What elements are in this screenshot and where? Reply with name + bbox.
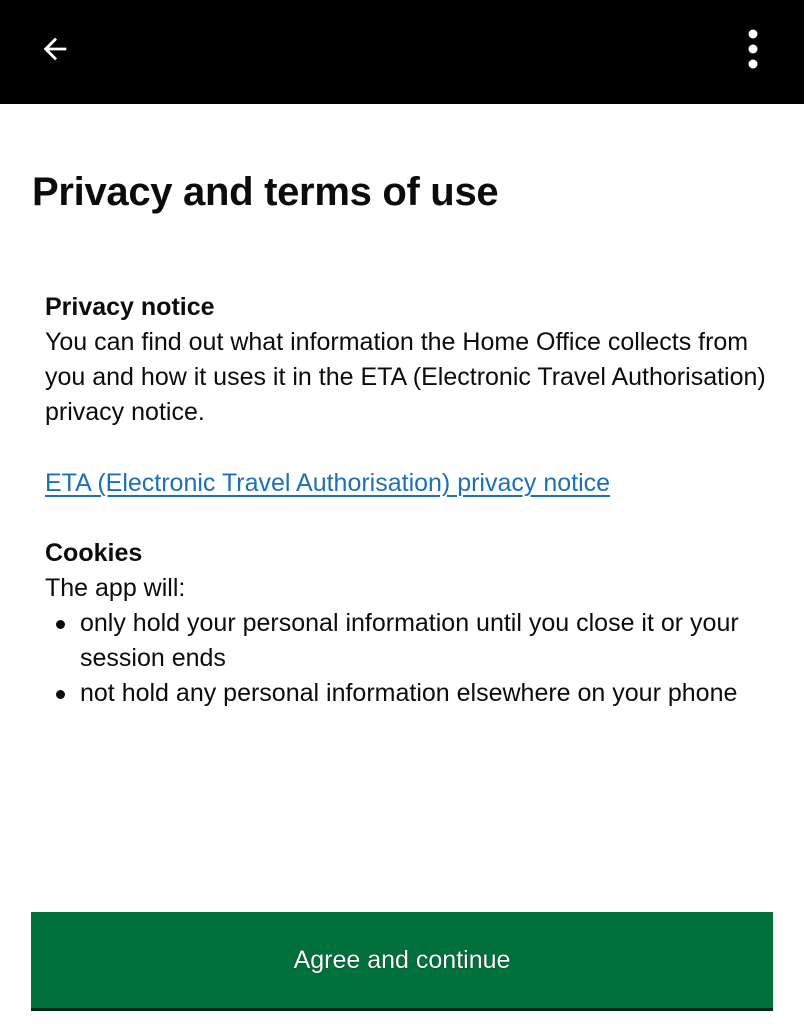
bullet-icon [56, 620, 65, 629]
main-content [45, 290, 775, 711]
cookies-list [45, 606, 775, 711]
privacy-notice-section [45, 290, 775, 501]
back-button[interactable] [26, 20, 84, 78]
bullet-icon [56, 690, 65, 699]
list-item [45, 606, 775, 676]
more-options-button[interactable] [728, 20, 778, 78]
page-title: Privacy and terms of use [32, 170, 499, 214]
cookies-section [45, 536, 775, 711]
privacy-notice-heading: Privacy notice [45, 293, 215, 321]
list-item-text: only hold your personal information until you close it or your session ends [80, 609, 739, 672]
privacy-notice-link[interactable]: ETA (Electronic Travel Authorisation) privacy notice [45, 469, 611, 497]
cookies-heading: Cookies [45, 539, 143, 567]
app-bar [0, 0, 804, 104]
more-vertical-icon [746, 28, 760, 70]
privacy-notice-body: You can find out what information the Home Office collects from you and how it uses it in the ETA (Electronic Travel Authorisation) privacy notice. [45, 328, 766, 426]
list-item-text: not hold any personal information elsewhere on your phone [80, 679, 738, 707]
cookies-intro: The app will: [45, 574, 186, 602]
list-item [45, 676, 775, 711]
agree-and-continue-button[interactable]: Agree and continue [31, 912, 773, 1008]
arrow-left-icon [38, 32, 72, 66]
